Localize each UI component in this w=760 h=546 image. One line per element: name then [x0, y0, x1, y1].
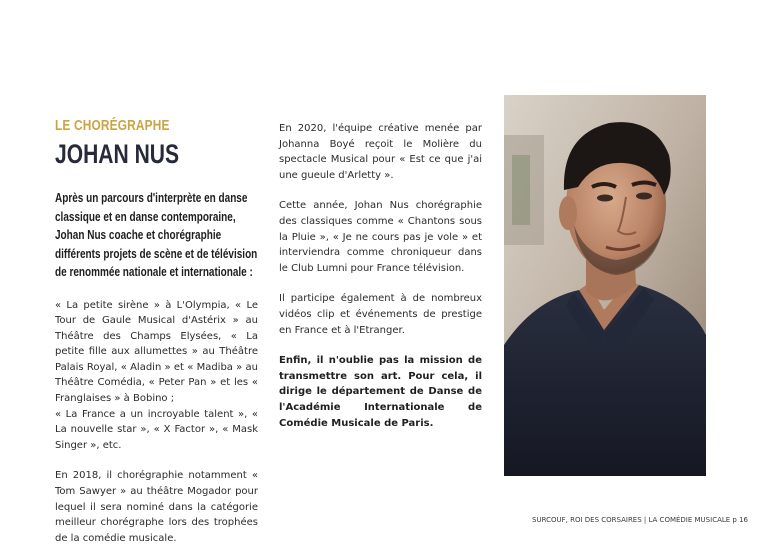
- tom-sawyer-paragraph: En 2018, il chorégraphie notamment « Tom Sawyer » au théâtre Mogador pour lequel il sera nominé dans la catégorie meilleur chorégraphe lors des trophées de la comédie musicale.: [55, 470, 258, 544]
- intro-paragraph: Après un parcours d'interprète en danse classique et en danse contemporaine, Johan Nus coache et chorégraphie différents projets de scène et de télévision de renommée nationale et internationale :: [55, 191, 258, 279]
- person-name: JOHAN NUS: [55, 139, 180, 169]
- portrait-illustration: [504, 95, 706, 476]
- this-year-paragraph: Cette année, Johan Nus chorégraphie des classiques comme « Chantons sous la Pluie », « Je ne cours pas je vole » et interviendra comme chroniqueur dans le Club Lumni pour France télévision.: [279, 200, 482, 274]
- left-column: [55, 117, 258, 546]
- portrait-photo: [504, 95, 706, 476]
- teaching-paragraph: Enfin, il n'oublie pas la mission de transmettre son art. Pour cela, il dirige le département de Danse de l'Académie Internationale de Comédie Musicale de Paris.: [279, 355, 482, 429]
- page-footer: SURCOUF, ROI DES CORSAIRES | LA COMÉDIE MUSICALE p 16: [532, 516, 748, 524]
- credits-stage-paragraph: « La petite sirène » à L'Olympia, « Le Tour de Gaule Musical d'Astérix » au Théâtre des Champs Elysées, « La petite fille aux allumettes » au Théâtre Palais Royal, « Aladin » et « Madiba » au Théâtre Comédia, « Peter Pan » et les « Franglaises » à Bobino ;: [55, 299, 258, 405]
- moliere-paragraph: En 2020, l'équipe créative menée par Johanna Boyé reçoit le Molière du spectacle Musical pour « Est ce que j'ai une gueule d'Arletty ».: [279, 123, 482, 181]
- middle-column: [279, 121, 482, 446]
- clips-paragraph: Il participe également à de nombreux vidéos clip et événements de prestige en France et à l'Etranger.: [279, 293, 482, 336]
- section-kicker: LE CHORÉGRAPHE: [55, 118, 170, 134]
- credits-tv-paragraph: « La France a un incroyable talent », « La nouvelle star », « X Factor », « Mask Singer », etc.: [55, 408, 258, 451]
